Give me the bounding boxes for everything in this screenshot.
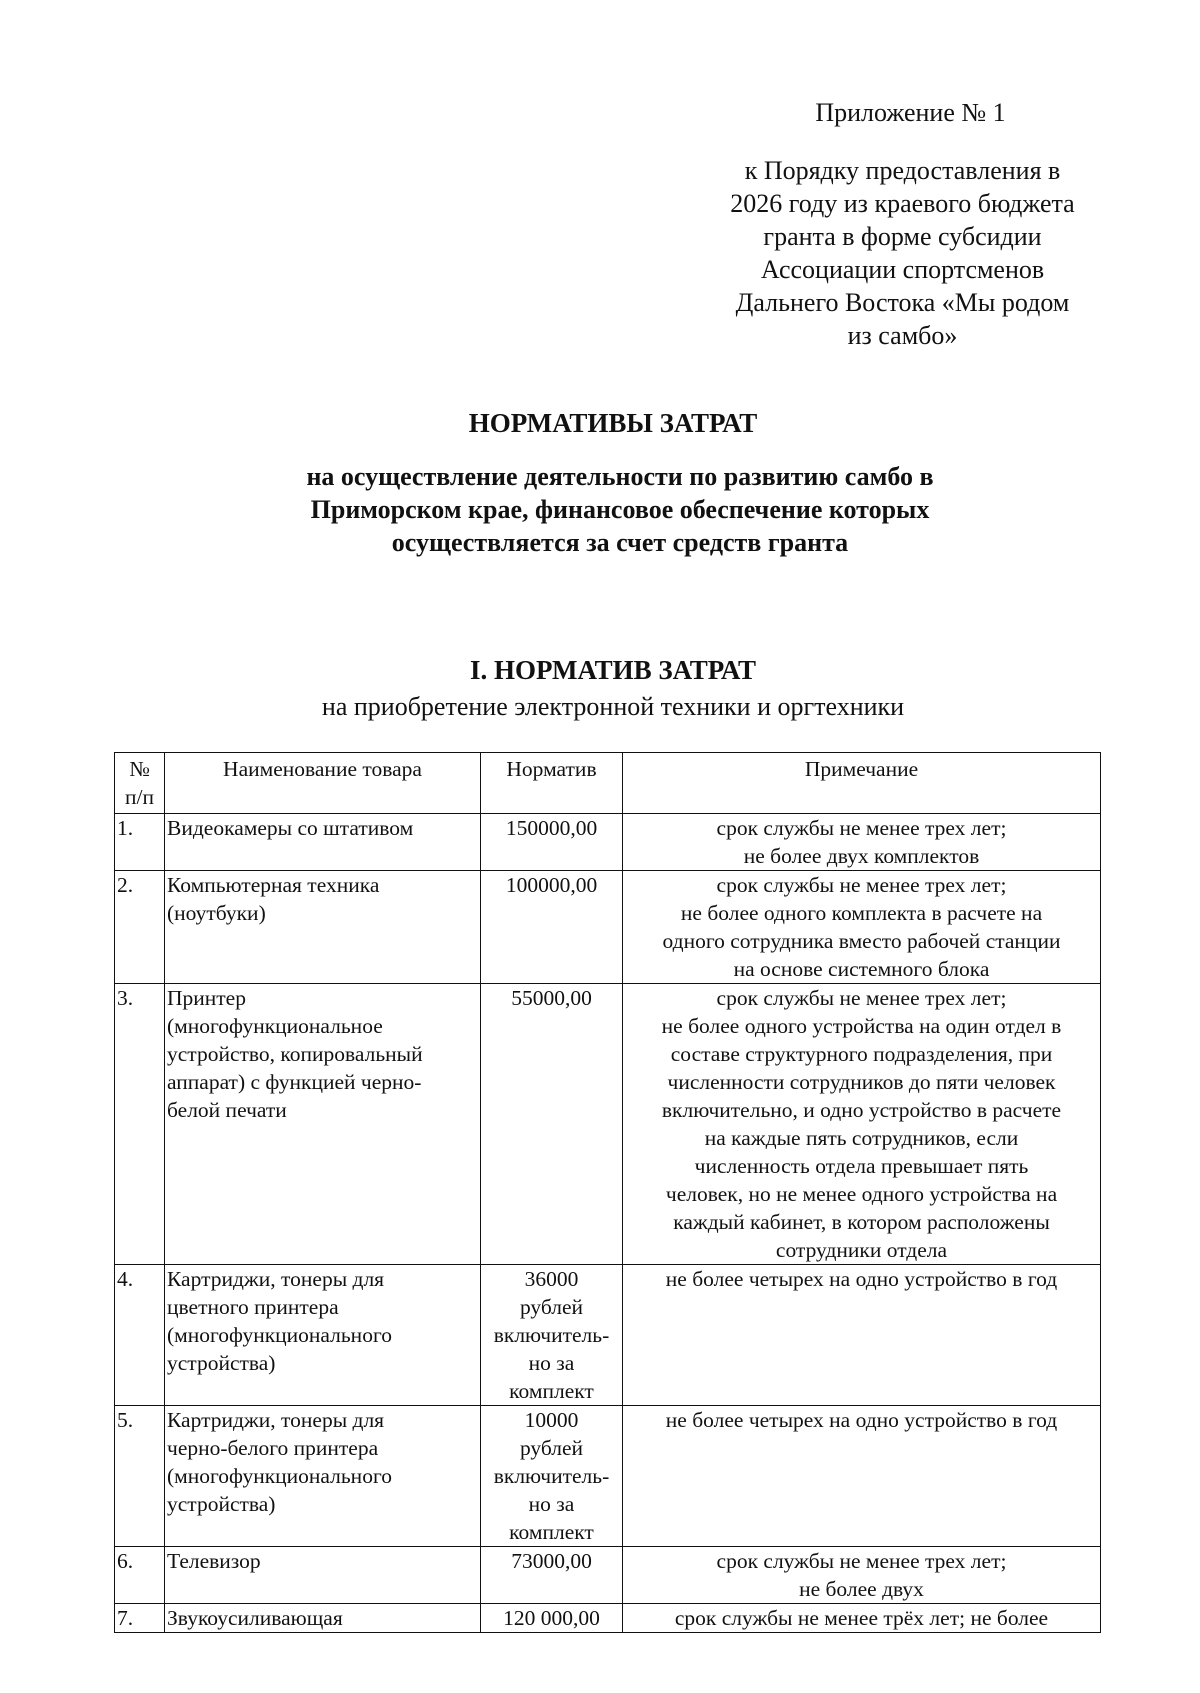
row-number: 1. [115,814,165,871]
row-note [623,814,1101,871]
row-norm-line: рублей [519,1436,584,1460]
row-note-line: не более одного устройства на один отдел в [661,1014,1062,1038]
row-norm [481,814,623,871]
row-number: 3. [115,984,165,1265]
appendix-line: гранта в форме субсидии [763,222,1042,251]
row-note-line: не более четырех на одно устройство в год [665,1408,1058,1432]
table-row [115,1265,1101,1406]
row-number: 7. [115,1604,165,1633]
row-norm-line: но за [528,1492,575,1516]
row-norm [481,1406,623,1547]
row-note-line: численность отдела превышает пять [694,1154,1029,1178]
row-name-line: Звукоусиливающая [167,1606,343,1630]
row-norm-line: 150000,00 [505,816,598,840]
row-norm [481,984,623,1265]
appendix-line: Ассоциации спортсменов [760,255,1045,284]
row-name-line: Принтер [167,986,246,1010]
row-name [165,1547,481,1604]
row-norm-line: 73000,00 [511,1549,592,1573]
row-norm-line: 36000 [524,1267,579,1291]
row-norm-line: 55000,00 [511,986,592,1010]
row-norm-line: 10000 [524,1408,579,1432]
row-name-line: цветного принтера [167,1295,339,1319]
row-name-line: Видеокамеры со штативом [167,816,414,840]
document-subtitle [230,460,1010,559]
row-number: 4. [115,1265,165,1406]
row-number: 2. [115,871,165,984]
row-norm-line: рублей [519,1295,584,1319]
row-note-line: срок службы не менее трех лет; [716,816,1007,840]
row-note-line: срок службы не менее трех лет; [716,873,1007,897]
row-name-line: устройства) [167,1492,276,1516]
table-row [115,984,1101,1265]
row-number: 5. [115,1406,165,1547]
table-row [115,871,1101,984]
header-norm: Норматив [481,753,623,814]
row-note [623,1547,1101,1604]
row-name-line: Телевизор [167,1549,261,1573]
row-norm [481,871,623,984]
row-note-line: не более двух комплектов [743,844,980,868]
row-note-line: на основе системного блока [733,957,990,981]
row-note-line: численности сотрудников до пяти человек [667,1070,1056,1094]
row-note-line: не более двух [799,1577,924,1601]
row-number: 6. [115,1547,165,1604]
row-norm [481,1604,623,1633]
norms-table-body [115,753,1101,1633]
header-note: Примечание [623,753,1101,814]
table-row [115,1547,1101,1604]
row-name [165,1265,481,1406]
row-note-line: не более четырех на одно устройство в год [665,1267,1058,1291]
row-norm-line: но за [528,1351,575,1375]
header-num-line1: № [129,757,150,781]
row-note-line: сотрудники отдела [775,1238,948,1262]
row-name-line: (многофункциональное [167,1014,383,1038]
section-title: I. НОРМАТИВ ЗАТРАТ [470,655,756,685]
row-norm-line: 100000,00 [505,873,598,897]
row-note [623,871,1101,984]
row-note-line: составе структурного подразделения, при [670,1042,1053,1066]
row-name-line: (ноутбуки) [167,901,266,925]
header-num-line2: п/п [125,785,154,809]
row-note-line: одного сотрудника вместо рабочей станции [662,929,1061,953]
row-norm-line: 120 000,00 [503,1606,600,1630]
row-name-line: черно-белого принтера [167,1436,379,1460]
row-note-line: срок службы не менее трех лет; [716,1549,1007,1573]
row-name-line: (многофункционального [167,1464,392,1488]
section-subtitle: на приобретение электронной техники и оргтехники [321,692,905,721]
row-norm-line: комплект [509,1520,594,1544]
document-subtitle-line: осуществляется за счет средств гранта [391,528,849,557]
row-name-line: Компьютерная техника [167,873,380,897]
document-subtitle-line: Приморском крае, финансовое обеспечение которых [310,495,930,524]
row-norm-line: включитель- [493,1464,610,1488]
appendix-block [700,96,1105,352]
row-note-line: включительно, и одно устройство в расчете [661,1098,1062,1122]
row-norm-line: комплект [509,1379,594,1403]
row-norm [481,1547,623,1604]
row-name-line: аппарат) с функцией черно- [167,1070,422,1094]
header-num [115,753,165,814]
row-note [623,1604,1101,1633]
header-name: Наименование товара [165,753,481,814]
document-title: НОРМАТИВЫ ЗАТРАТ [468,408,758,438]
row-name-line: белой печати [167,1098,287,1122]
row-name [165,871,481,984]
appendix-number: Приложение № 1 [815,98,1006,127]
appendix-line: 2026 году из краевого бюджета [730,189,1075,218]
row-norm [481,1265,623,1406]
appendix-line: Дальнего Востока «Мы родом [735,288,1070,317]
row-note-line: срок службы не менее трех лет; [716,986,1007,1010]
row-note-line: срок службы не менее трёх лет; не более [674,1606,1049,1630]
row-note [623,1265,1101,1406]
document-subtitle-line: на осуществление деятельности по развитию самбо в [306,462,934,491]
row-name [165,814,481,871]
table-row [115,814,1101,871]
table-row [115,1406,1101,1547]
row-name-line: (многофункционального [167,1323,392,1347]
appendix-line: из самбо» [847,321,958,350]
row-note [623,984,1101,1265]
row-note-line: не более одного комплекта в расчете на [680,901,1043,925]
row-name [165,984,481,1265]
row-name-line: Картриджи, тонеры для [167,1408,385,1432]
norms-table [114,752,1101,1633]
row-norm-line: включитель- [493,1323,610,1347]
table-row [115,1604,1101,1633]
row-name-line: устройство, копировальный [167,1042,423,1066]
table-header-row [115,753,1101,814]
row-name-line: Картриджи, тонеры для [167,1267,385,1291]
row-note-line: каждый кабинет, в котором расположены [673,1210,1050,1234]
row-name-line: устройства) [167,1351,276,1375]
appendix-line: к Порядку предоставления в [744,156,1061,185]
row-name [165,1406,481,1547]
row-note-line: человек, но не менее одного устройства на [665,1182,1058,1206]
row-note-line: на каждые пять сотрудников, если [704,1126,1019,1150]
row-note [623,1406,1101,1547]
row-name [165,1604,481,1633]
